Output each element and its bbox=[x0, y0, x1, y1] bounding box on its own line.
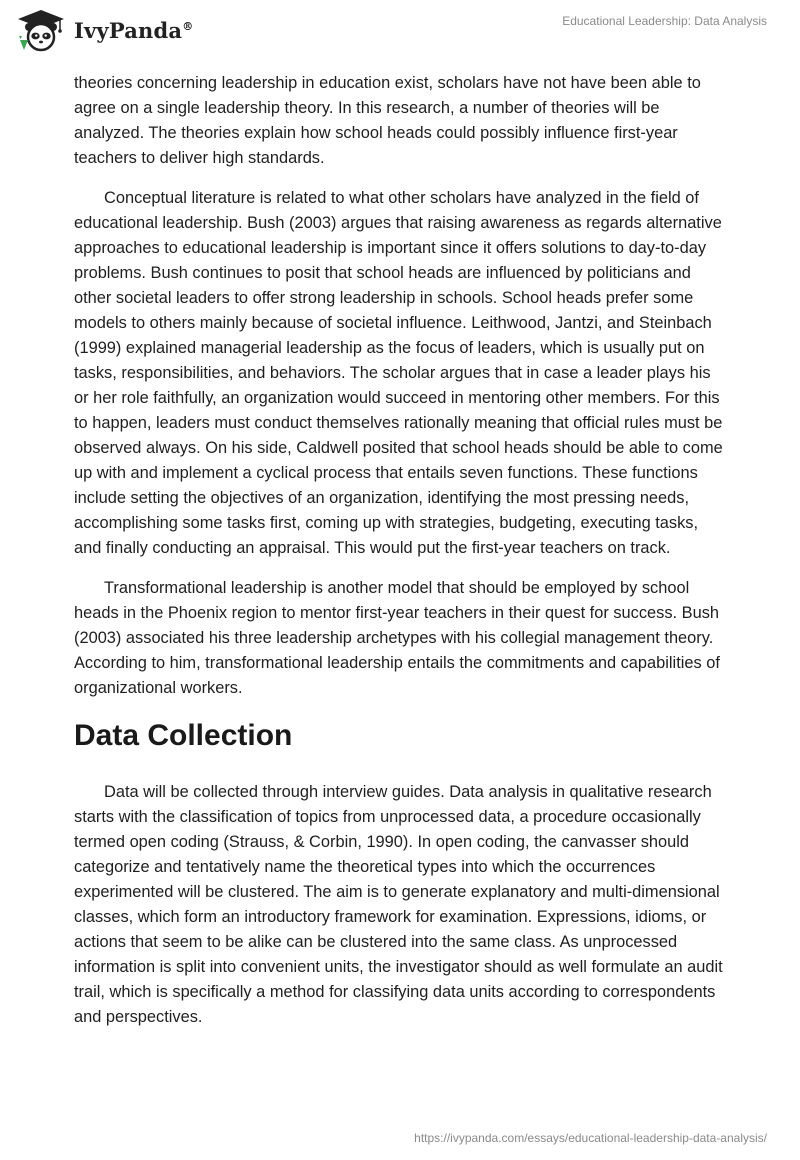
paragraph: Data will be collected through interview guides. Data analysis in qualitative research starts with the classification of topics from unprocessed data, a procedure occasionally termed open coding (Strauss, & Corbin, 1990). In open coding, the canvasser should categorize and tentatively name the theoretical types into which the occurrences experimented will be clustered. The aim is to generate explanatory and multi-dimensional classes, which form an introductory framework for examination. Expressions, idioms, or actions that seem to be alike can be clustered into the same class. As unprocessed information is split into convenient units, the investigator should as well formulate an audit trail, which is specifically a method for classifying data units according to correspondents and perspectives. bbox=[74, 783, 723, 1026]
section-heading: Data Collection bbox=[74, 719, 293, 752]
essay-content bbox=[74, 71, 728, 1045]
document-title: Educational Leadership: Data Analysis bbox=[562, 14, 767, 28]
panda-graduate-icon bbox=[14, 8, 68, 52]
paragraph: Transformational leadership is another model that should be employed by school heads in the Phoenix region to mentor first-year teachers in their quest for success. Bush (2003) associated his three leadership archetypes with his collegial management theory. According to him, transformational leadership entails the commitments and capabilities of organizational workers. bbox=[74, 579, 720, 697]
ivypanda-logo[interactable] bbox=[14, 8, 193, 52]
brand-name: IvyPanda® bbox=[74, 17, 194, 43]
source-url[interactable]: https://ivypanda.com/essays/educational-leadership-data-analysis/ bbox=[414, 1131, 767, 1145]
paragraph: theories concerning leadership in education exist, scholars have not have been able to agree on a single leadership theory. In this research, a number of theories will be analyzed. The theories explain how school heads could possibly influence first-year teachers to deliver high standards. bbox=[74, 74, 701, 167]
paragraph: Conceptual literature is related to what other scholars have analyzed in the field of educational leadership. Bush (2003) argues that raising awareness as regards alternative approaches to educational leadership is important since it offers solutions to day-to-day problems. Bush continues to posit that school heads are influenced by politicians and other societal leaders to offer strong leadership in schools. School heads prefer some models to others mainly because of societal influence. Leithwood, Jantzi, and Steinbach (1999) explained managerial leadership as the focus of leaders, which is usually put on tasks, responsibilities, and behaviors. The scholar argues that in case a leader plays his or her role faithfully, an organization would succeed in mentoring other members. For this to happen, leaders must conduct themselves rationally meaning that official rules must be observed always. On his side, Caldwell posited that school heads should be able to come up with and implement a cyclical process that entails seven functions. These functions include setting the objectives of an organization, identifying the most pressing needs, accomplishing some tasks first, coming up with strategies, budgeting, executing tasks, and finally conducting an appraisal. This would put the first-year teachers on track. bbox=[74, 189, 723, 557]
page-header bbox=[0, 0, 800, 60]
